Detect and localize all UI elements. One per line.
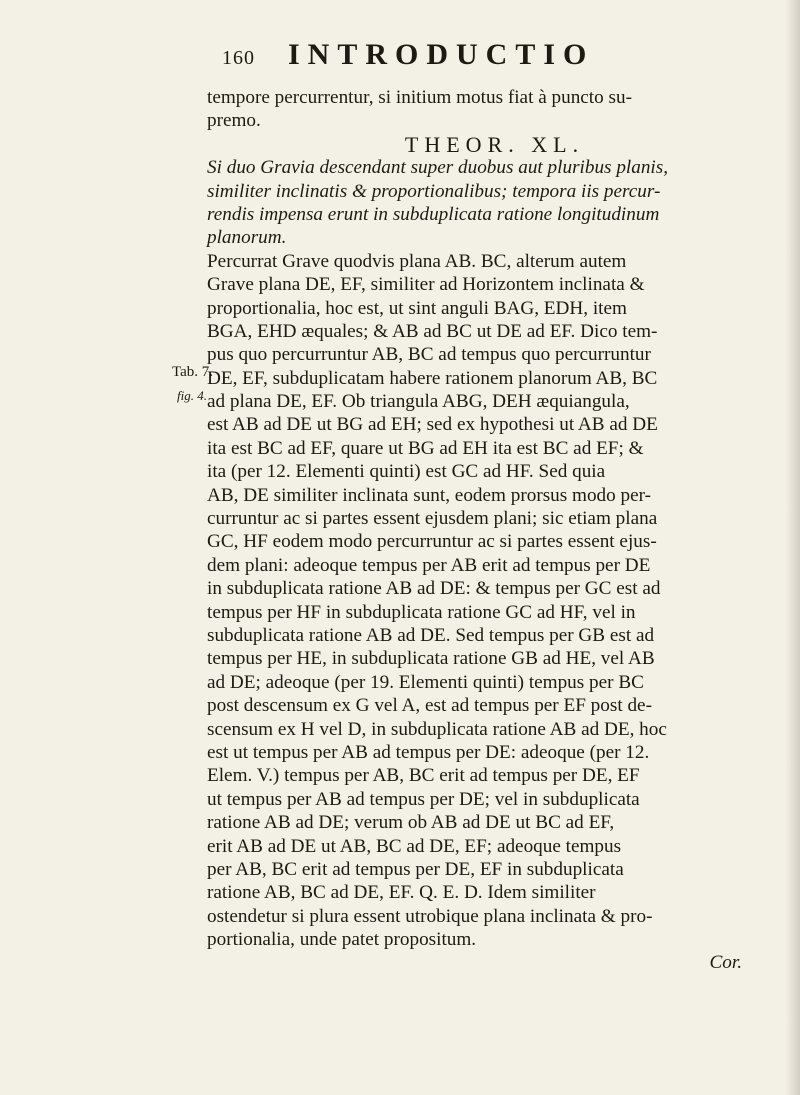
text-line: per AB, BC erit ad tempus per DE, EF in subduplicata xyxy=(207,858,624,880)
text-line: ratione AB, BC ad DE, EF. Q. E. D. Idem similiter xyxy=(207,882,596,904)
theorem-statement-line: similiter inclinatis & proportionalibus; tempora iis percur- xyxy=(207,180,661,202)
text-line: tempore percurrentur, si initium motus fiat à puncto su- xyxy=(207,87,632,108)
text-line: premo. xyxy=(207,110,261,132)
text-line: subduplicata ratione AB ad DE. Sed tempus per GB est ad xyxy=(207,624,655,646)
catchword: Cor. xyxy=(709,952,742,974)
text-line: DE, EF, subduplicatam habere rationem planorum AB, BC xyxy=(207,367,658,389)
text-line: post descensum ex G vel A, est ad tempus per EF post de- xyxy=(207,695,652,717)
text-line: ratione AB ad DE; verum ob AB ad DE ut BC ad EF, xyxy=(207,812,615,834)
theorem-statement-line: rendis impensa erunt in subduplicata ratione longitudinum xyxy=(207,203,660,225)
body-text xyxy=(207,86,772,975)
text-line: GC, HF eodem modo percurruntur ac si partes essent ejus- xyxy=(207,531,657,553)
text-line: Percurrat Grave quodvis plana AB. BC, alterum autem xyxy=(207,250,627,272)
text-line: dem plani: adeoque tempus per AB erit ad tempus per DE xyxy=(207,554,651,576)
text-line: tempus per HE, in subduplicata ratione GB ad HE, vel AB xyxy=(207,648,655,670)
running-head xyxy=(222,38,594,72)
text-line: portionalia, unde patet propositum. xyxy=(207,929,477,951)
text-line: erit AB ad DE ut AB, BC ad DE, EF; adeoque tempus xyxy=(207,835,622,857)
theorem-statement-line: planorum. xyxy=(207,227,287,249)
margin-note-table: Tab. 7. xyxy=(172,364,214,380)
text-line: ad plana DE, EF. Ob triangula ABG, DEH æquiangula, xyxy=(207,391,630,413)
margin-note-figure: fig. 4. xyxy=(177,388,207,403)
text-line: est ut tempus per AB ad tempus per DE: adeoque (per 12. xyxy=(207,741,650,763)
text-line: tempus per HF in subduplicata ratione GC ad HF, vel in xyxy=(207,601,636,623)
text-line: Elem. V.) tempus per AB, BC erit ad tempus per DE, EF xyxy=(207,765,640,787)
text-line: est AB ad DE ut BG ad EH; sed ex hypothesi ut AB ad DE xyxy=(207,414,658,436)
text-line: ita est BC ad EF, quare ut BG ad EH ita est BC ad EF; & xyxy=(207,437,644,459)
text-line: ita (per 12. Elementi quinti) est GC ad HF. Sed quia xyxy=(207,461,606,483)
text-line: scensum ex H vel D, in subduplicata ratione AB ad DE, hoc xyxy=(207,718,667,740)
theorem-heading: THEOR. XL. xyxy=(404,131,585,157)
text-line: pus quo percurruntur AB, BC ad tempus quo percurruntur xyxy=(207,344,651,366)
text-line: ostendetur si plura essent utrobique plana inclinata & pro- xyxy=(207,905,653,927)
text-line: ut tempus per AB ad tempus per DE; vel in subduplicata xyxy=(207,788,640,810)
page-edge-shadow xyxy=(786,0,800,1095)
text-line: AB, DE similiter inclinata sunt, eodem prorsus modo per- xyxy=(207,484,652,506)
text-line: BGA, EHD æquales; & AB ad BC ut DE ad EF. Dico tem- xyxy=(207,320,658,342)
text-line: in subduplicata ratione AB ad DE: & tempus per GC est ad xyxy=(207,578,661,600)
text-line: Grave plana DE, EF, similiter ad Horizontem inclinata & xyxy=(207,274,645,296)
running-title: INTRODUCTIO xyxy=(288,38,595,71)
text-line: proportionalia, hoc est, ut sint anguli BAG, EDH, item xyxy=(207,297,627,319)
page-number: 160 xyxy=(222,47,255,69)
text-line: curruntur ac si partes essent ejusdem plani; sic etiam plana xyxy=(207,508,658,530)
text-line: ad DE; adeoque (per 19. Elementi quinti) tempus per BC xyxy=(207,671,644,693)
theorem-statement-line: Si duo Gravia descendant super duobus aut pluribus planis, xyxy=(207,157,669,179)
